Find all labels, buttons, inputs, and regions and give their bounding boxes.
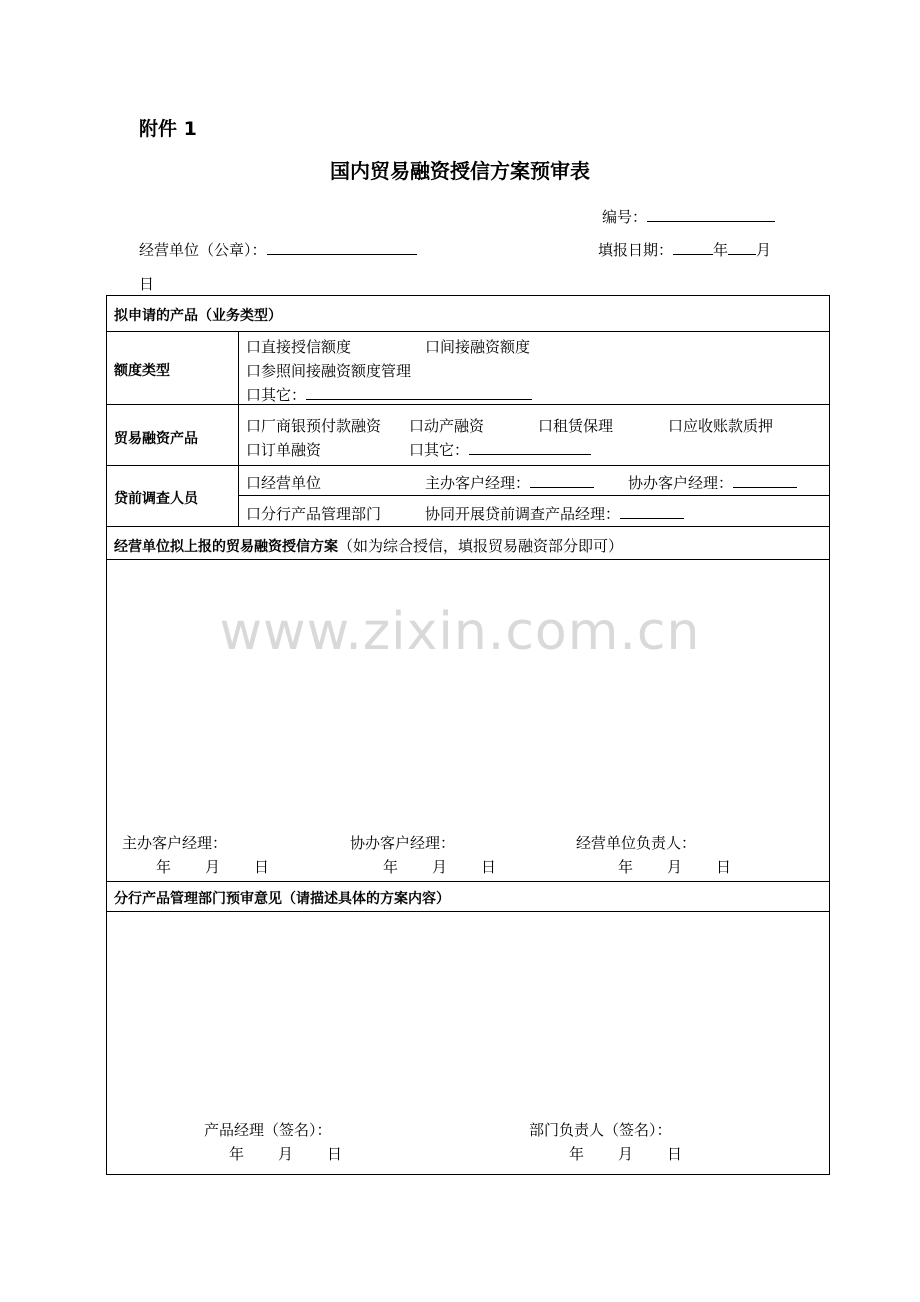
assist-manager-field[interactable] — [628, 472, 797, 493]
proposal-date-3 — [618, 856, 731, 877]
checkbox-lease-factoring[interactable]: 口租赁保理 — [538, 417, 614, 435]
checkbox-indirect-financing[interactable]: 口间接融资额度 — [425, 338, 531, 356]
date-year: 年 — [569, 1145, 585, 1163]
serial-blank[interactable] — [647, 207, 775, 222]
divider — [106, 881, 830, 882]
product-manager-signature: 产品经理（签名）： — [204, 1121, 332, 1139]
proposal-unit-head-signature: 经营单位负责人： — [576, 834, 697, 852]
date-day: 日 — [481, 858, 497, 876]
day-label: 日 — [139, 275, 155, 293]
checkbox-operating-unit[interactable]: 口经营单位 — [246, 474, 322, 492]
quota-other-blank[interactable] — [306, 385, 532, 400]
year-label: 年 — [713, 241, 729, 259]
proposal-title-bold: 经营单位拟上报的贸易融资授信方案 — [114, 539, 338, 555]
month-label: 月 — [756, 241, 772, 259]
date-day: 日 — [327, 1145, 343, 1163]
proposal-title-note: （如为综合授信，填报贸易融资部分即可） — [338, 537, 624, 555]
unit-blank[interactable] — [267, 240, 417, 255]
lead-manager-label: 主办客户经理： — [425, 474, 531, 492]
checkbox-reference-indirect[interactable]: 口参照间接融资额度管理 — [246, 362, 412, 380]
checkbox-movable-financing[interactable]: 口动产融资 — [409, 417, 485, 435]
year-blank[interactable] — [673, 240, 713, 255]
branch-date-2 — [569, 1143, 682, 1164]
report-date-label: 填报日期： — [598, 241, 674, 259]
product-section-title: 拟申请的产品（业务类型） — [114, 308, 282, 324]
trade-finance-label: 贸易融资产品 — [114, 431, 198, 447]
product-other-blank[interactable] — [469, 440, 591, 455]
checkbox-receivables-pledge[interactable]: 口应收账款质押 — [668, 417, 774, 435]
branch-opinion-title: 分行产品管理部门预审意见（请描述具体的方案内容） — [114, 891, 450, 907]
assist-manager-blank[interactable] — [733, 473, 797, 488]
checkbox-branch-product-dept[interactable]: 口分行产品管理部门 — [246, 505, 382, 523]
date-year: 年 — [229, 1145, 245, 1163]
divider — [238, 495, 830, 496]
watermark: www.zixin.com.cn — [219, 602, 701, 662]
checkbox-order-financing[interactable]: 口订单融资 — [246, 441, 322, 459]
divider — [106, 559, 830, 560]
product-manager-label: 协同开展贷前调查产品经理： — [425, 505, 621, 523]
quota-other-label: 口其它： — [246, 386, 307, 404]
branch-date-1 — [229, 1143, 342, 1164]
report-date-field[interactable] — [598, 239, 771, 260]
serial-number-field[interactable] — [602, 206, 775, 227]
attachment-label: 附件 1 — [139, 118, 197, 140]
proposal-date-1 — [156, 856, 269, 877]
divider — [106, 465, 830, 466]
proposal-lead-manager-signature: 主办客户经理： — [122, 834, 228, 852]
lead-manager-blank[interactable] — [530, 473, 594, 488]
dept-head-signature: 部门负责人（签名）： — [529, 1121, 672, 1139]
lead-manager-field[interactable] — [425, 472, 594, 493]
date-year: 年 — [383, 858, 399, 876]
date-year: 年 — [618, 858, 634, 876]
proposal-assist-manager-signature: 协办客户经理： — [350, 834, 456, 852]
date-month: 月 — [278, 1145, 294, 1163]
checkbox-quota-other[interactable] — [246, 384, 532, 405]
date-month: 月 — [667, 858, 683, 876]
column-divider — [238, 331, 239, 526]
unit-label: 经营单位（公章）： — [139, 241, 267, 259]
product-other-label: 口其它： — [409, 441, 470, 459]
date-month: 月 — [618, 1145, 634, 1163]
investigators-label: 贷前调查人员 — [114, 491, 198, 507]
divider — [106, 526, 830, 527]
proposal-date-2 — [383, 856, 496, 877]
serial-label: 编号： — [602, 208, 648, 226]
product-manager-field[interactable] — [425, 503, 684, 524]
date-year: 年 — [156, 858, 172, 876]
unit-field[interactable] — [139, 239, 417, 260]
month-blank[interactable] — [728, 240, 756, 255]
assist-manager-label: 协办客户经理： — [628, 474, 734, 492]
checkbox-prepayment-financing[interactable]: 口厂商银预付款融资 — [246, 417, 382, 435]
product-manager-blank[interactable] — [620, 504, 684, 519]
quota-type-label: 额度类型 — [114, 363, 170, 379]
checkbox-product-other[interactable] — [409, 439, 591, 460]
date-month: 月 — [432, 858, 448, 876]
date-month: 月 — [205, 858, 221, 876]
checkbox-direct-credit[interactable]: 口直接授信额度 — [246, 338, 352, 356]
date-day: 日 — [254, 858, 270, 876]
date-day: 日 — [716, 858, 732, 876]
divider — [106, 911, 830, 912]
divider — [106, 331, 830, 332]
proposal-section-title — [114, 535, 623, 556]
form-title: 国内贸易融资授信方案预审表 — [330, 159, 590, 183]
date-day: 日 — [667, 1145, 683, 1163]
